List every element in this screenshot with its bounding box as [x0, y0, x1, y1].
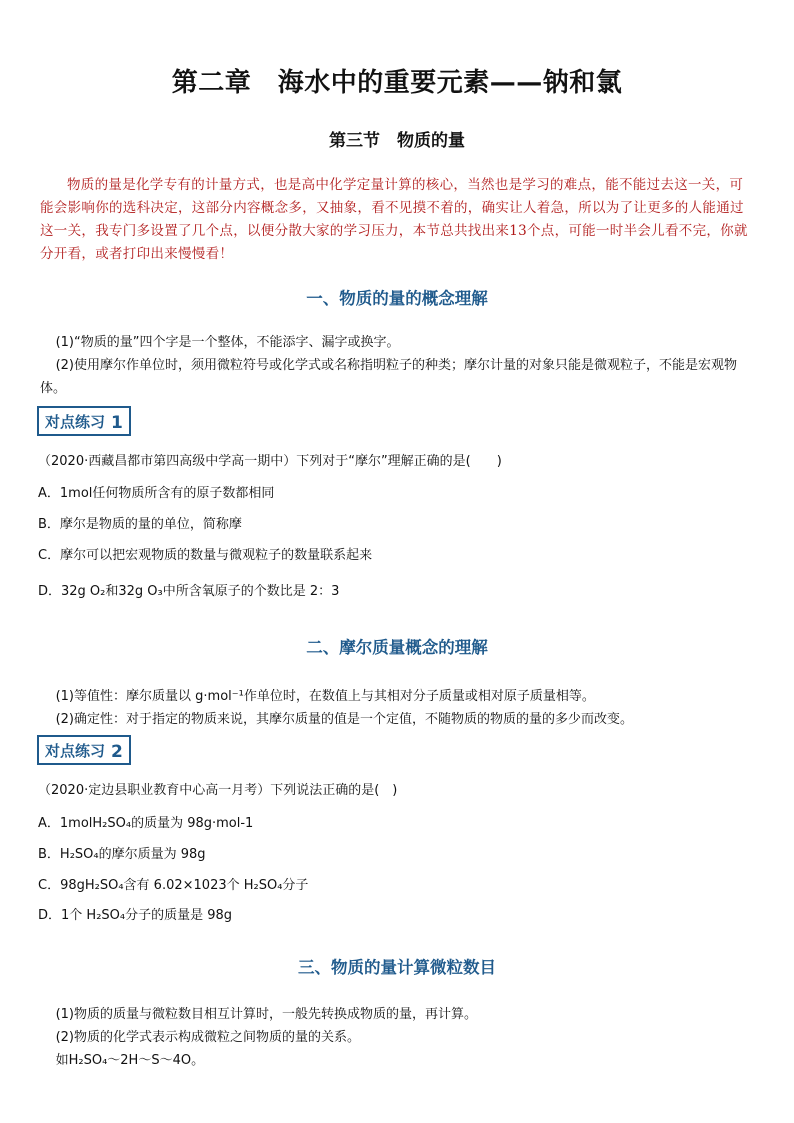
practice-badge-2	[37, 735, 131, 765]
option-2a: A．1molH₂SO₄的质量为 98g·mol-1	[38, 816, 254, 831]
practice-badge-number: 2	[111, 742, 123, 762]
intro-paragraph: 物质的量是化学专有的计量方式，也是高中化学定量计算的核心，当然也是学习的难点，能不能过去这一关，可能会影响你的选科决定，这部分内容概念多，又抽象，看不见摸不着的，确实让人着急，所以为了让更多的人能通过这一关，我专门多设置了几个点，以便分散大家的学习压力，本节总共找出来13个点，可能一时半会儿看不完，你就分开看，或者打印出来慢慢看！	[40, 177, 748, 262]
question-1: （2020·西藏昌都市第四高级中学高一期中）下列对于“摩尔”理解正确的是( )	[38, 454, 502, 469]
section-2-point-1: (1)等值性：摩尔质量以 g·mol⁻¹作单位时，在数值上与其相对分子质量或相对原子质量相等。	[55, 689, 595, 704]
section-3-example: 如H₂SO₄～2H～S～4O。	[55, 1053, 205, 1068]
question-2: （2020·定边县职业教育中心高一月考）下列说法正确的是( )	[38, 783, 398, 798]
practice-badge-label: 对点练习	[45, 741, 106, 760]
section-1-heading: 一、物质的量的概念理解	[306, 289, 488, 308]
section-3-point-2: (2)物质的化学式表示构成微粒之间物质的量的关系。	[55, 1030, 361, 1045]
option-2c: C．98gH₂SO₄含有 6.02×1023个 H₂SO₄分子	[38, 878, 309, 893]
practice-badge-number: 1	[111, 413, 123, 433]
option-1b: B．摩尔是物质的量的单位，简称摩	[38, 517, 242, 532]
section-2-point-2: (2)确定性：对于指定的物质来说，其摩尔质量的值是一个定值，不随物质的物质的量的多少而改变。	[55, 712, 634, 727]
option-2b: B．H₂SO₄的摩尔质量为 98g	[38, 847, 206, 862]
section-3-point-1: (1)物质的质量与微粒数目相互计算时，一般先转换成物质的量，再计算。	[55, 1007, 478, 1022]
section-1-point-2: (2)使用摩尔作单位时，须用微粒符号或化学式或名称指明粒子的种类；摩尔计量的对象只能是微观粒子，不能是宏观物体。	[40, 358, 738, 396]
option-1a: A．1mol任何物质所含有的原子数都相同	[38, 486, 275, 501]
chapter-title: 第二章 海水中的重要元素——钠和氯	[171, 68, 623, 98]
option-1d: D．32g O₂和32g O₃中所含氧原子的个数比是 2：3	[38, 584, 340, 599]
section-2-heading: 二、摩尔质量概念的理解	[306, 638, 488, 657]
section-1-point-1: (1)“物质的量”四个字是一个整体，不能添字、漏字或换字。	[55, 335, 400, 350]
practice-badge-label: 对点练习	[45, 412, 106, 431]
practice-badge-1	[37, 406, 131, 436]
option-1c: C．摩尔可以把宏观物质的数量与微观粒子的数量联系起来	[38, 548, 373, 563]
option-2d: D．1个 H₂SO₄分子的质量是 98g	[38, 908, 233, 923]
section-subtitle: 第三节 物质的量	[329, 131, 465, 151]
section-3-heading: 三、物质的量计算微粒数目	[298, 958, 496, 977]
